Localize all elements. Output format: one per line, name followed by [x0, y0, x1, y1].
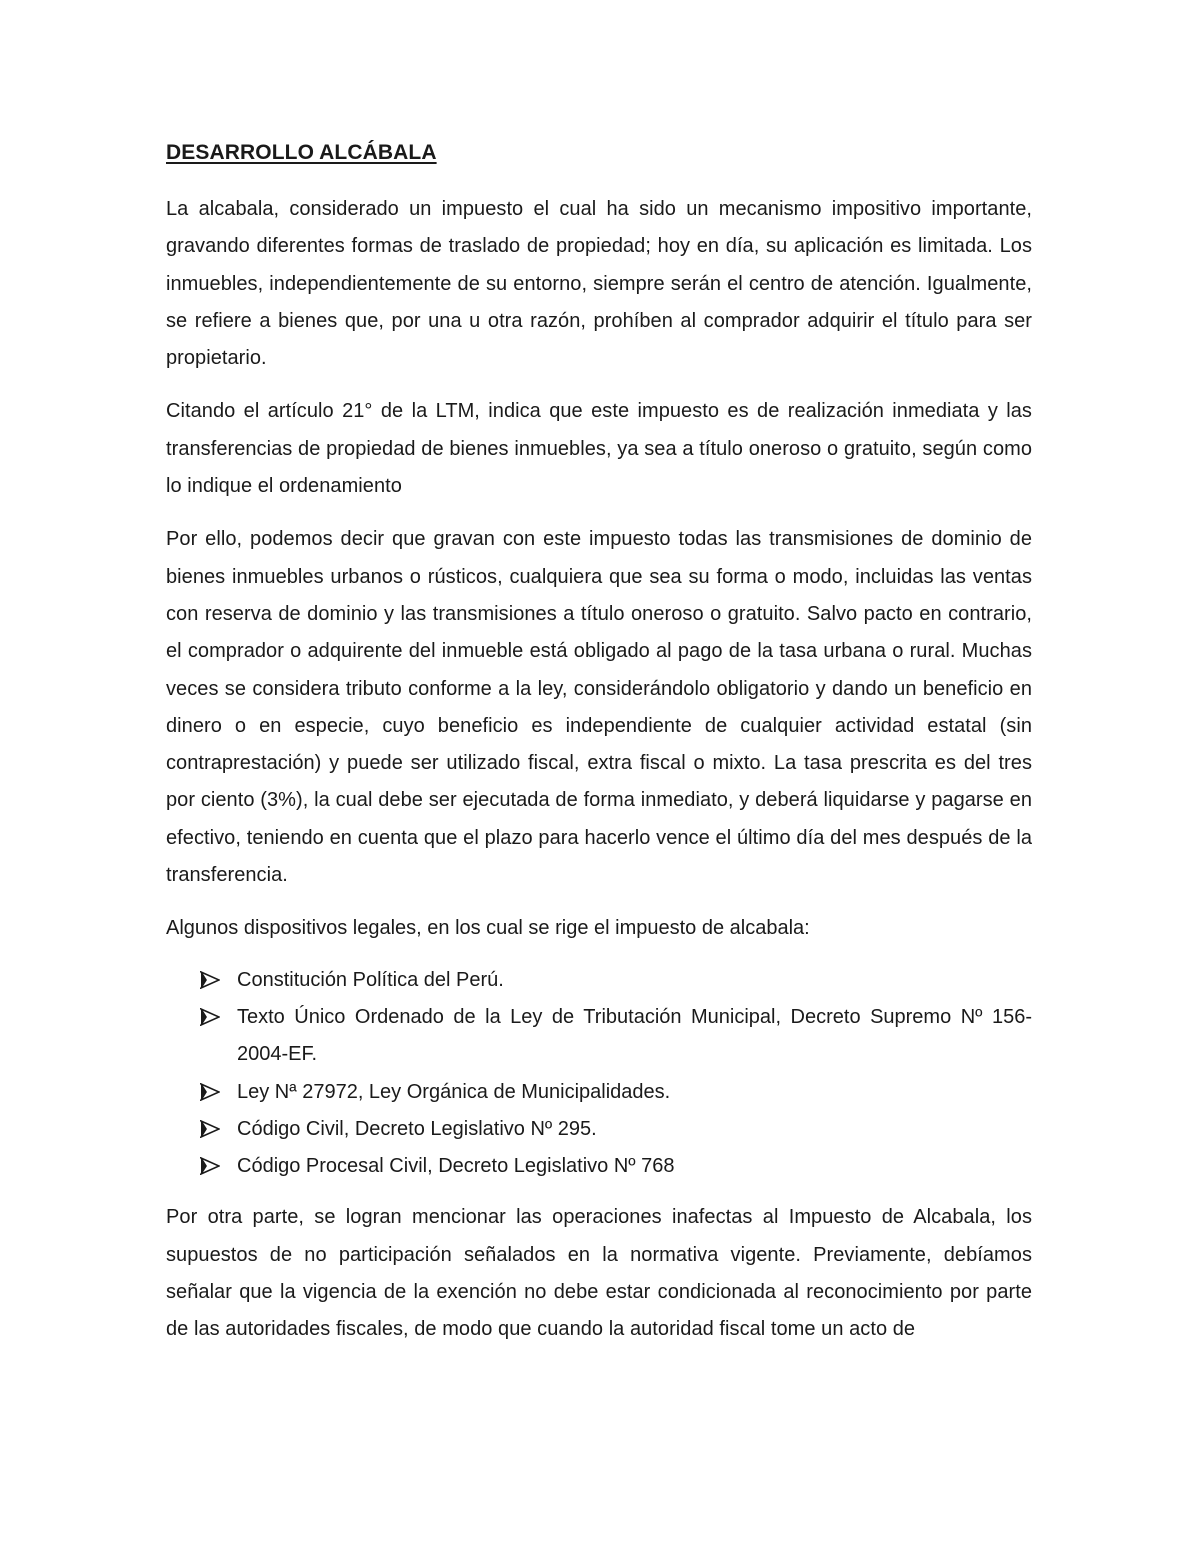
list-item-text: Ley Nª 27972, Ley Orgánica de Municipalidades.: [237, 1080, 671, 1103]
paragraph-transmisiones: Por ello, podemos decir que gravan con este impuesto todas las transmisiones de dominio de bienes inmuebles urbanos o rústicos, cualquiera que sea su forma o modo, incluidas las ventas con reserva de dominio y las transmisiones a título oneroso o gratuito. Salvo pacto en contrario, el comprador o adquirente del inmueble está obligado al pago de la tasa urbana o rural. Muchas veces se considera tributo conforme a la ley, considerándolo obligatorio y dando un beneficio en dinero o en especie, cuyo beneficio es independiente de cualquier actividad estatal (sin contraprestación) y puede ser utilizado fiscal, extra fiscal o mixto. La tasa prescrita es del tres por ciento (3%), la cual debe ser ejecutada de forma inmediato, y deberá liquidarse y pagarse en efectivo, teniendo en cuenta que el plazo para hacerlo vence el último día del mes después de la transferencia.: [166, 528, 1032, 887]
list-item-text: Código Procesal Civil, Decreto Legislativo Nº 768: [237, 1155, 675, 1178]
arrowhead-bullet-icon: [200, 1120, 220, 1138]
document-body: [166, 138, 1032, 1365]
list-item-text: Código Civil, Decreto Legislativo Nº 295.: [237, 1117, 597, 1140]
arrowhead-bullet-icon: [200, 1008, 220, 1026]
legal-devices-list: [166, 962, 1032, 1186]
arrowhead-bullet-icon: [200, 971, 220, 989]
list-item: [166, 1148, 1032, 1185]
list-item-text: Texto Único Ordenado de la Ley de Tributación Municipal, Decreto Supremo Nº 156-2004-EF.: [237, 1005, 1032, 1066]
arrowhead-bullet-icon: [200, 1157, 220, 1175]
document-title: DESARROLLO ALCÁBALA: [166, 141, 437, 164]
arrowhead-bullet-icon: [200, 1083, 220, 1101]
paragraph-inafectas: Por otra parte, se logran mencionar las operaciones inafectas al Impuesto de Alcabala, los supuestos de no participación señalados en la normativa vigente. Previamente, debíamos señalar que la vigencia de la exención no debe estar condicionada al reconocimiento por parte de las autoridades fiscales, de modo que cuando la autoridad fiscal tome un acto de: [166, 1206, 1032, 1341]
paragraph-article-21: Citando el artículo 21° de la LTM, indica que este impuesto es de realización inmediata y las transferencias de propiedad de bienes inmuebles, ya sea a título oneroso o gratuito, según como lo indique el ordenamiento: [166, 400, 1032, 498]
list-intro: Algunos dispositivos legales, en los cual se rige el impuesto de alcabala:: [166, 917, 810, 940]
list-item-text: Constitución Política del Perú.: [237, 968, 504, 991]
list-item: [166, 999, 1032, 1074]
list-item: [166, 1111, 1032, 1148]
paragraph-intro: La alcabala, considerado un impuesto el cual ha sido un mecanismo impositivo importante, gravando diferentes formas de traslado de propiedad; hoy en día, su aplicación es limitada. Los inmuebles, independientemente de su entorno, siempre serán el centro de atención. Igualmente, se refiere a bienes que, por una u otra razón, prohíben al comprador adquirir el título para ser propietario.: [166, 198, 1032, 370]
list-item: [166, 962, 1032, 999]
list-item: [166, 1074, 1032, 1111]
